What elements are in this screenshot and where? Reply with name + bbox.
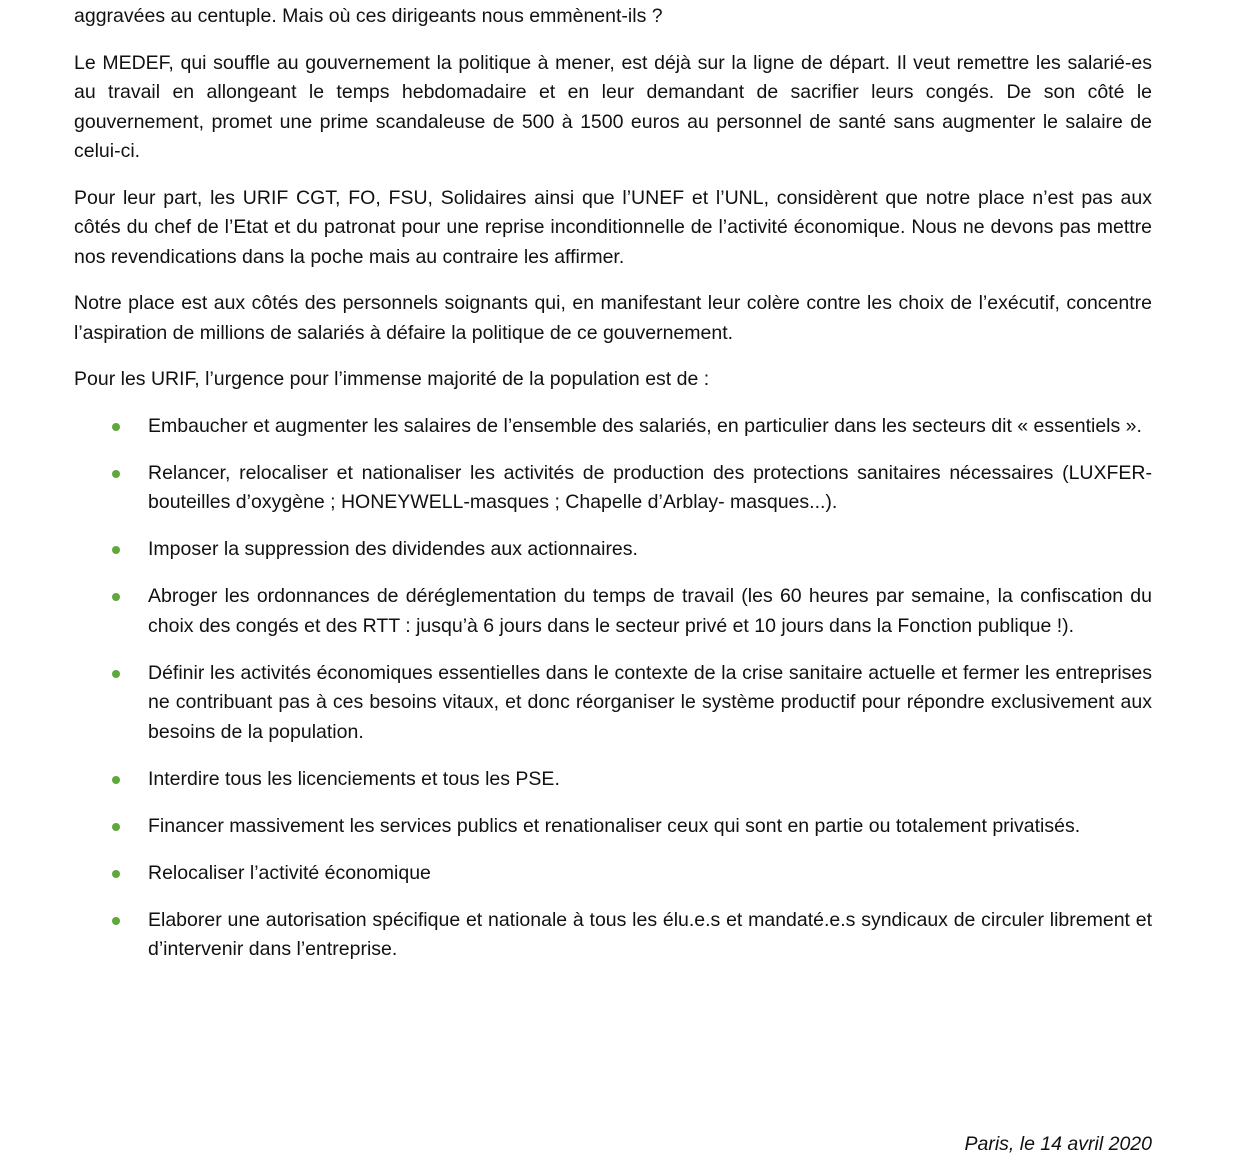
list-item	[74, 535, 1152, 565]
list-item-text: Interdire tous les licenciements et tous les PSE.	[148, 767, 560, 790]
bullet-icon	[112, 470, 120, 478]
list-item-text: Financer massivement les services publics et renationaliser ceux qui sont en partie ou totalement privatisés.	[148, 814, 1081, 837]
demands-list	[74, 412, 1152, 965]
paragraph-urgence: Pour les URIF, l’urgence pour l’immense majorité de la population est de :	[74, 368, 710, 390]
list-item	[74, 582, 1152, 641]
list-item-text: Imposer la suppression des dividendes aux actionnaires.	[148, 538, 638, 560]
list-item-text: Relancer, relocaliser et nationaliser les activités de production des protections sanitaires nécessaires (LUXFER-bouteilles d’oxygène ; HONEYWELL-masques ; Chapelle d’Arblay- masques...).	[148, 461, 1152, 513]
paragraph-urif-position: Pour leur part, les URIF CGT, FO, FSU, Solidaires ainsi que l’UNEF et l’UNL, considèrent que notre place n’est pas aux côtés du chef de l’Etat et du patronat pour une reprise inconditionnelle de l’activité économique. Nous ne devons pas mettre nos revendications dans la poche mais au contraire les affirmer.	[74, 186, 1152, 268]
list-item	[74, 765, 1152, 795]
paragraph-intro: aggravées au centuple. Mais où ces dirigeants nous emmènent-ils ?	[74, 5, 663, 27]
list-item-text: Relocaliser l’activité économique	[148, 861, 431, 884]
list-item-text: Embaucher et augmenter les salaires de l’ensemble des salariés, en particulier dans les secteurs dit « essentiels ».	[148, 414, 1142, 437]
list-item	[74, 659, 1152, 748]
list-item	[74, 906, 1152, 965]
list-item	[74, 812, 1152, 842]
list-item-text: Définir les activités économiques essentielles dans le contexte de la crise sanitaire actuelle et fermer les entreprises ne contribuant pas à ces besoins vitaux, et donc réorganiser le système productif pour répondre exclusivement aux besoins de la population.	[148, 661, 1152, 743]
paragraph-medef: Le MEDEF, qui souffle au gouvernement la politique à mener, est déjà sur la ligne de départ. Il veut remettre les salarié-es au travail en allongeant le temps hebdomadaire et en leur demandant de sacrifier leurs congés. De son côté le gouvernement, promet une prime scandaleuse de 500 à 1500 euros au personnel de santé sans augmenter le salaire de celui-ci.	[74, 51, 1152, 162]
document-body	[74, 0, 1152, 982]
list-item-text: Abroger les ordonnances de déréglementation du temps de travail (les 60 heures par semaine, la confiscation du choix des congés et des RTT : jusqu’à 6 jours dans le secteur privé et 10 jours dans la Fonction publique !).	[148, 585, 1152, 637]
list-item	[74, 859, 1152, 889]
bullet-icon	[112, 776, 120, 784]
bullet-icon	[112, 823, 120, 831]
bullet-icon	[112, 423, 120, 431]
bullet-icon	[112, 546, 120, 554]
signature-date: Paris, le 14 avril 2020	[964, 1133, 1152, 1155]
paragraph-soignants: Notre place est aux côtés des personnels soignants qui, en manifestant leur colère contre les choix de l’exécutif, concentre l’aspiration de millions de salariés à défaire la politique de ce gouvernement.	[74, 292, 1152, 344]
bullet-icon	[112, 870, 120, 878]
bullet-icon	[112, 917, 120, 925]
bullet-icon	[112, 670, 120, 678]
list-item-text: Elaborer une autorisation spécifique et nationale à tous les élu.e.s et mandaté.e.s syndicaux de circuler librement et d’intervenir dans l’entreprise.	[148, 908, 1152, 960]
list-item	[74, 459, 1152, 518]
bullet-icon	[112, 593, 120, 601]
list-item	[74, 412, 1152, 442]
